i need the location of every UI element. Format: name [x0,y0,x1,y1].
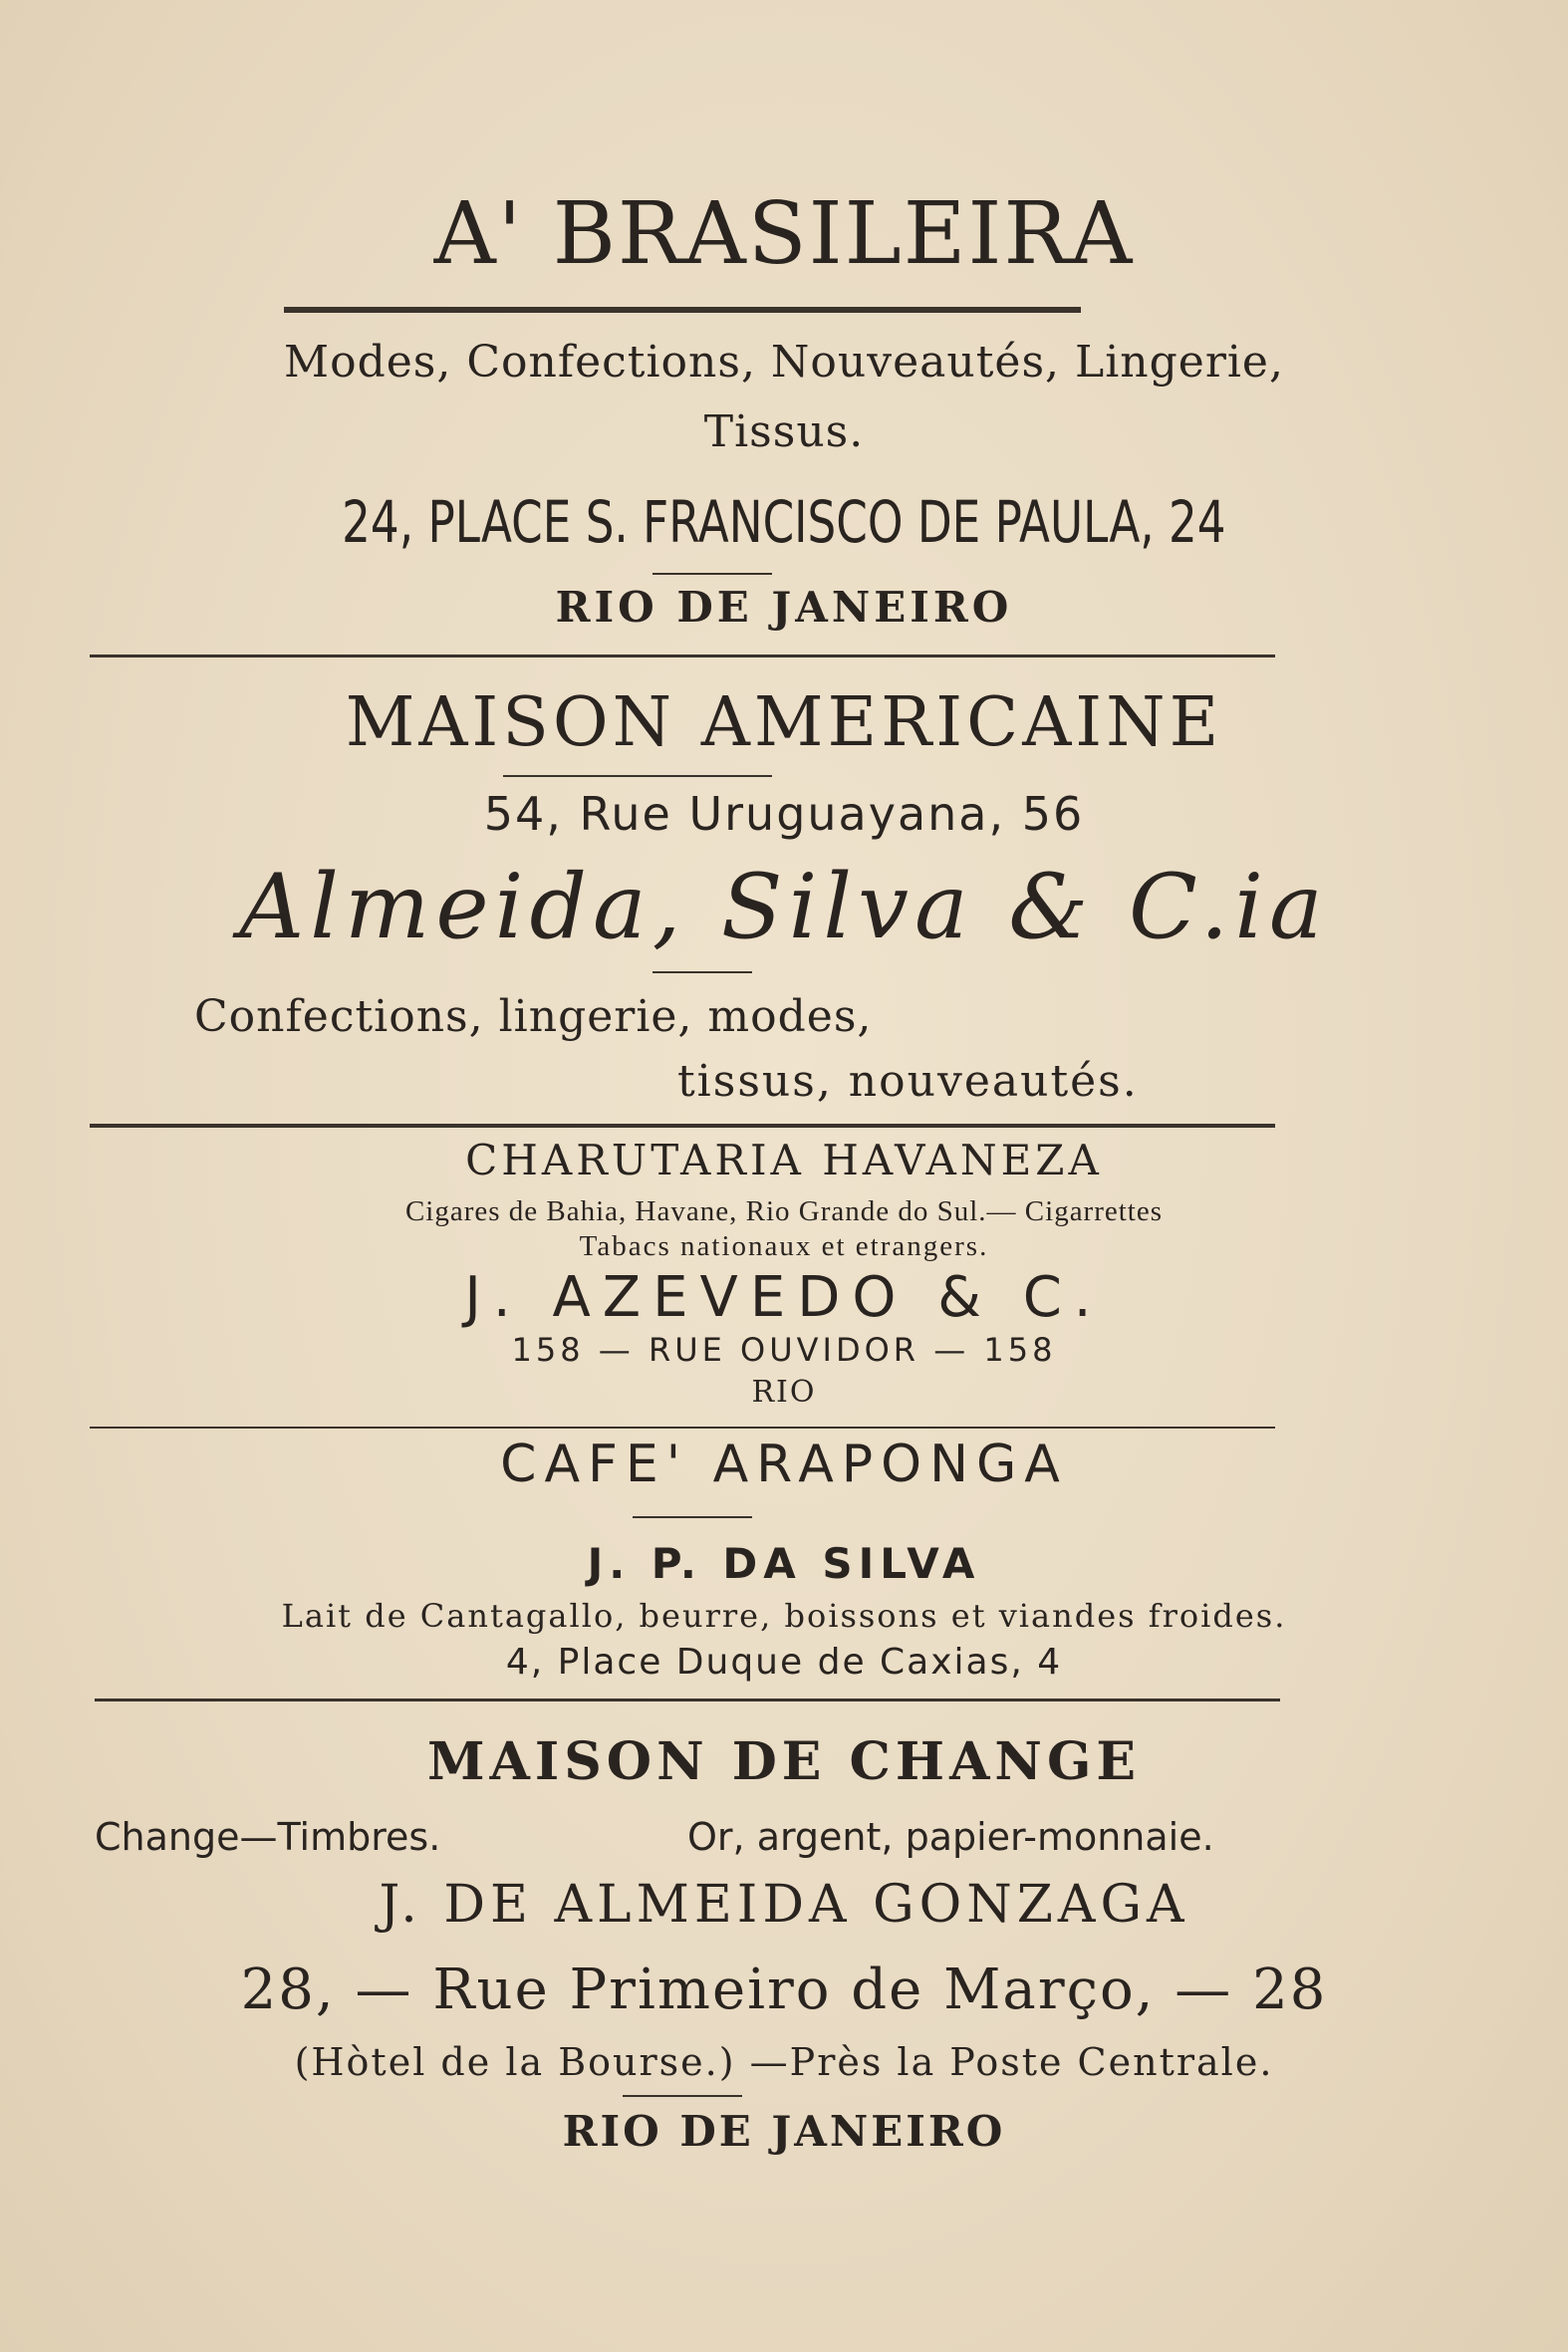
section-divider-3 [90,1427,1275,1429]
charutaria-firm: J. AZEVEDO & C. [464,1265,1104,1330]
maison-americaine-firm: Almeida, Silva & C.ia [239,855,1329,959]
maison-change-services-left: Change—Timbres. [95,1815,441,1859]
brasileira-address-text: 24, PLACE S. FRANCISCO DE PAULA, 24 [342,488,1226,556]
maison-change-services-right: Or, argent, papier-monnaie. [687,1815,1214,1859]
brasileira-city: RIO DE JANEIRO [555,583,1013,632]
maison-americaine-desc-line1: Confections, lingerie, modes, [194,991,873,1042]
cafe-owner: J. P. DA SILVA [587,1539,981,1588]
maison-americaine-title-rule [503,775,772,777]
cafe-title: CAFE' ARAPONGA [500,1435,1068,1494]
maison-change-address: 28, — Rue Primeiro de Março, — 28 [240,1958,1328,2022]
cafe-address: 4, Place Duque de Caxias, 4 [505,1642,1063,1683]
cafe-title-rule [633,1516,752,1518]
brasileira-title: A' BRASILEIRA [433,184,1135,284]
maison-americaine-desc-line2: tissus, nouveautés. [677,1056,1139,1107]
charutaria-desc-line1: Cigares de Bahia, Havane, Rio Grande do Sul.— Cigarrettes [404,1195,1164,1227]
charutaria-title: CHARUTARIA HAVANEZA [465,1136,1103,1184]
brasileira-address-rule [653,573,772,575]
maison-americaine-title: MAISON AMERICAINE [345,683,1223,762]
maison-change-city: RIO DE JANEIRO [562,2107,1006,2156]
maison-change-title: MAISON DE CHANGE [427,1731,1141,1792]
maison-americaine-address: 54, Rue Uruguayana, 56 [483,787,1085,841]
brasileira-address [0,488,1568,556]
brasileira-desc-line1: Modes, Confections, Nouveautés, Lingerie, [284,337,1284,388]
brasileira-desc-line2: Tissus. [703,406,865,457]
maison-change-note-rule [623,2095,742,2097]
charutaria-city: RIO [751,1375,817,1410]
charutaria-desc-line2: Tabacs nationaux et etrangers. [579,1230,989,1262]
maison-americaine-firm-rule [653,971,752,973]
charutaria-address: 158 — RUE OUVIDOR — 158 [511,1331,1057,1369]
cafe-desc: Lait de Cantagallo, beurre, boissons et viandes froides. [281,1597,1287,1635]
maison-change-note: (Hòtel de la Bourse.) —Près la Poste Centrale. [294,2040,1274,2084]
section-divider-1 [90,654,1275,657]
maison-change-owner: J. DE ALMEIDA GONZAGA [379,1875,1189,1935]
brasileira-title-rule [284,307,1081,313]
section-divider-2 [90,1124,1275,1128]
section-divider-4 [95,1699,1280,1701]
